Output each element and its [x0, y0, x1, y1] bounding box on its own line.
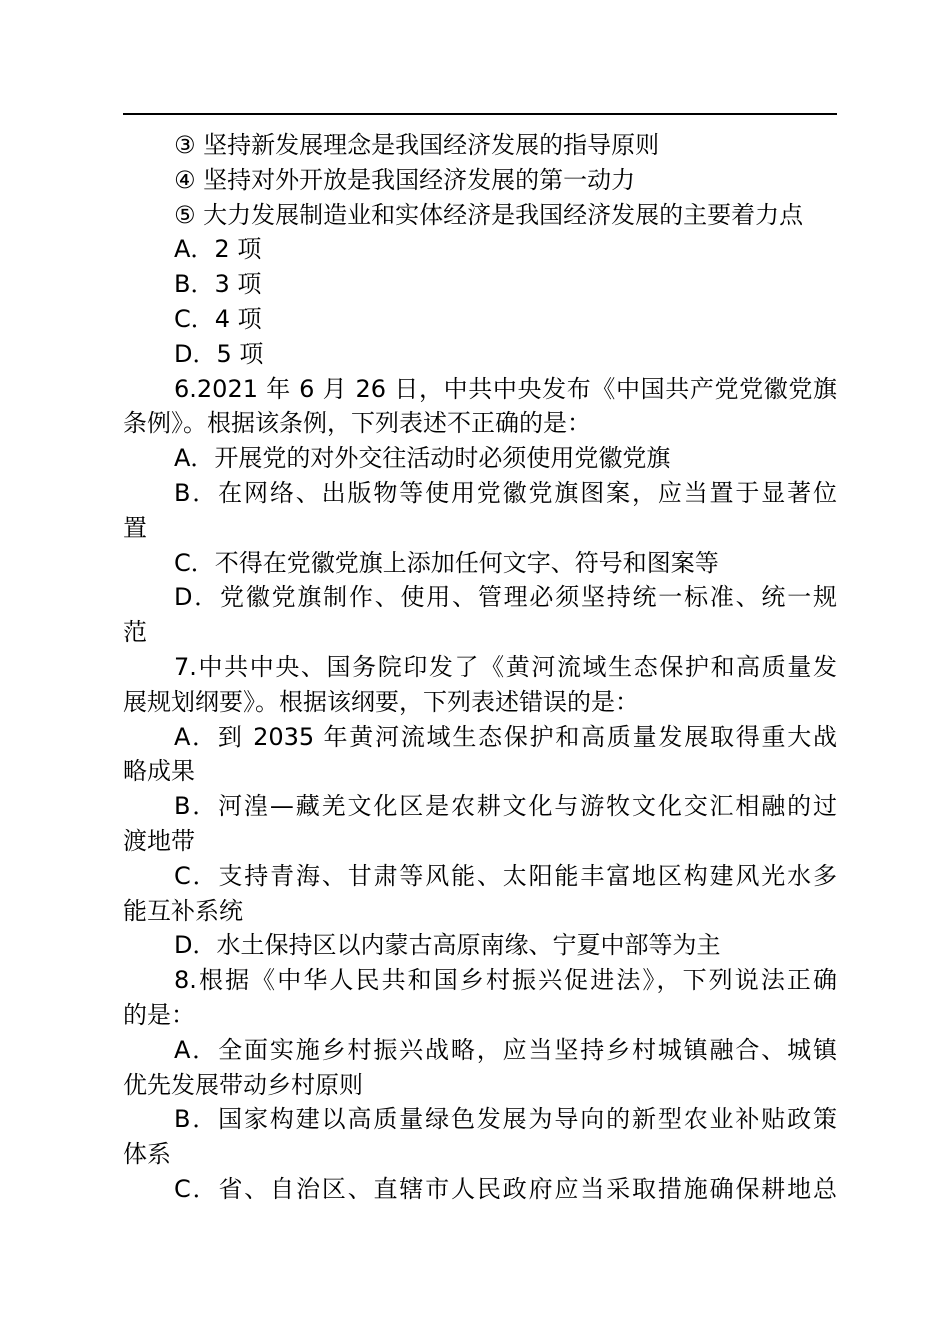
q5-choice-d: D．5 项	[174, 339, 264, 368]
option-5-statement: ⑤ 大力发展制造业和实体经济是我国经济发展的主要着力点	[174, 200, 804, 229]
q5-choice-a: A．2 项	[174, 235, 262, 264]
q6-choice-d-line-2: 范	[123, 618, 147, 647]
q8-stem-line-1: 8.根据《中华人民共和国乡村振兴促进法》，下列说法正确	[174, 966, 837, 995]
q7-choice-c-line-2: 能互补系统	[123, 896, 243, 925]
q6-choice-c: C．不得在党徽党旗上添加任何文字、符号和图案等	[174, 548, 719, 577]
q8-choice-a-line-1: A．全面实施乡村振兴战略，应当坚持乡村城镇融合、城镇	[174, 1035, 837, 1064]
q6-stem-line-1: 6.2021 年 6 月 26 日，中共中央发布《中国共产党党徽党旗	[174, 374, 837, 403]
q6-choice-d-line-1: D．党徽党旗制作、使用、管理必须坚持统一标准、统一规	[174, 583, 837, 612]
q7-choice-a-line-2: 略成果	[123, 757, 195, 786]
q7-choice-b-line-2: 渡地带	[123, 826, 195, 855]
option-3-statement: ③ 坚持新发展理念是我国经济发展的指导原则	[174, 131, 660, 159]
q6-choice-b-line-2: 置	[123, 513, 147, 542]
option-4-statement: ④ 坚持对外开放是我国经济发展的第一动力	[174, 165, 636, 194]
q7-choice-c-line-1: C．支持青海、甘肃等风能、太阳能丰富地区构建风光水多	[174, 861, 837, 890]
q7-choice-d: D．水土保持区以内蒙古高原南缘、宁夏中部等为主	[174, 931, 721, 960]
q8-stem-line-2: 的是：	[123, 1000, 195, 1029]
q7-choice-b-line-1: B．河湟—藏羌文化区是农耕文化与游牧文化交汇相融的过	[174, 792, 837, 821]
q5-choice-b: B．3 项	[174, 270, 262, 299]
q6-choice-a: A．开展党的对外交往活动时必须使用党徽党旗	[174, 444, 671, 473]
q7-stem-line-1: 7.中共中央、国务院印发了《黄河流域生态保护和高质量发	[174, 652, 837, 681]
q7-stem-line-2: 展规划纲要》。根据该纲要，下列表述错误的是：	[123, 687, 639, 716]
q6-choice-b-line-1: B．在网络、出版物等使用党徽党旗图案，应当置于显著位	[174, 478, 837, 507]
header-rule	[123, 113, 837, 115]
q8-choice-a-line-2: 优先发展带动乡村原则	[123, 1070, 363, 1099]
q5-choice-c: C．4 项	[174, 304, 262, 333]
q6-stem-line-2: 条例》。根据该条例，下列表述不正确的是：	[123, 409, 591, 438]
document-body	[123, 128, 837, 1207]
q8-choice-b-line-2: 体系	[123, 1140, 171, 1169]
q7-choice-a-line-1: A．到 2035 年黄河流域生态保护和高质量发展取得重大战	[174, 722, 837, 751]
q8-choice-b-line-1: B．国家构建以高质量绿色发展为导向的新型农业补贴政策	[174, 1105, 837, 1134]
q8-choice-c-line-1: C．省、自治区、直辖市人民政府应当采取措施确保耕地总	[174, 1174, 837, 1203]
